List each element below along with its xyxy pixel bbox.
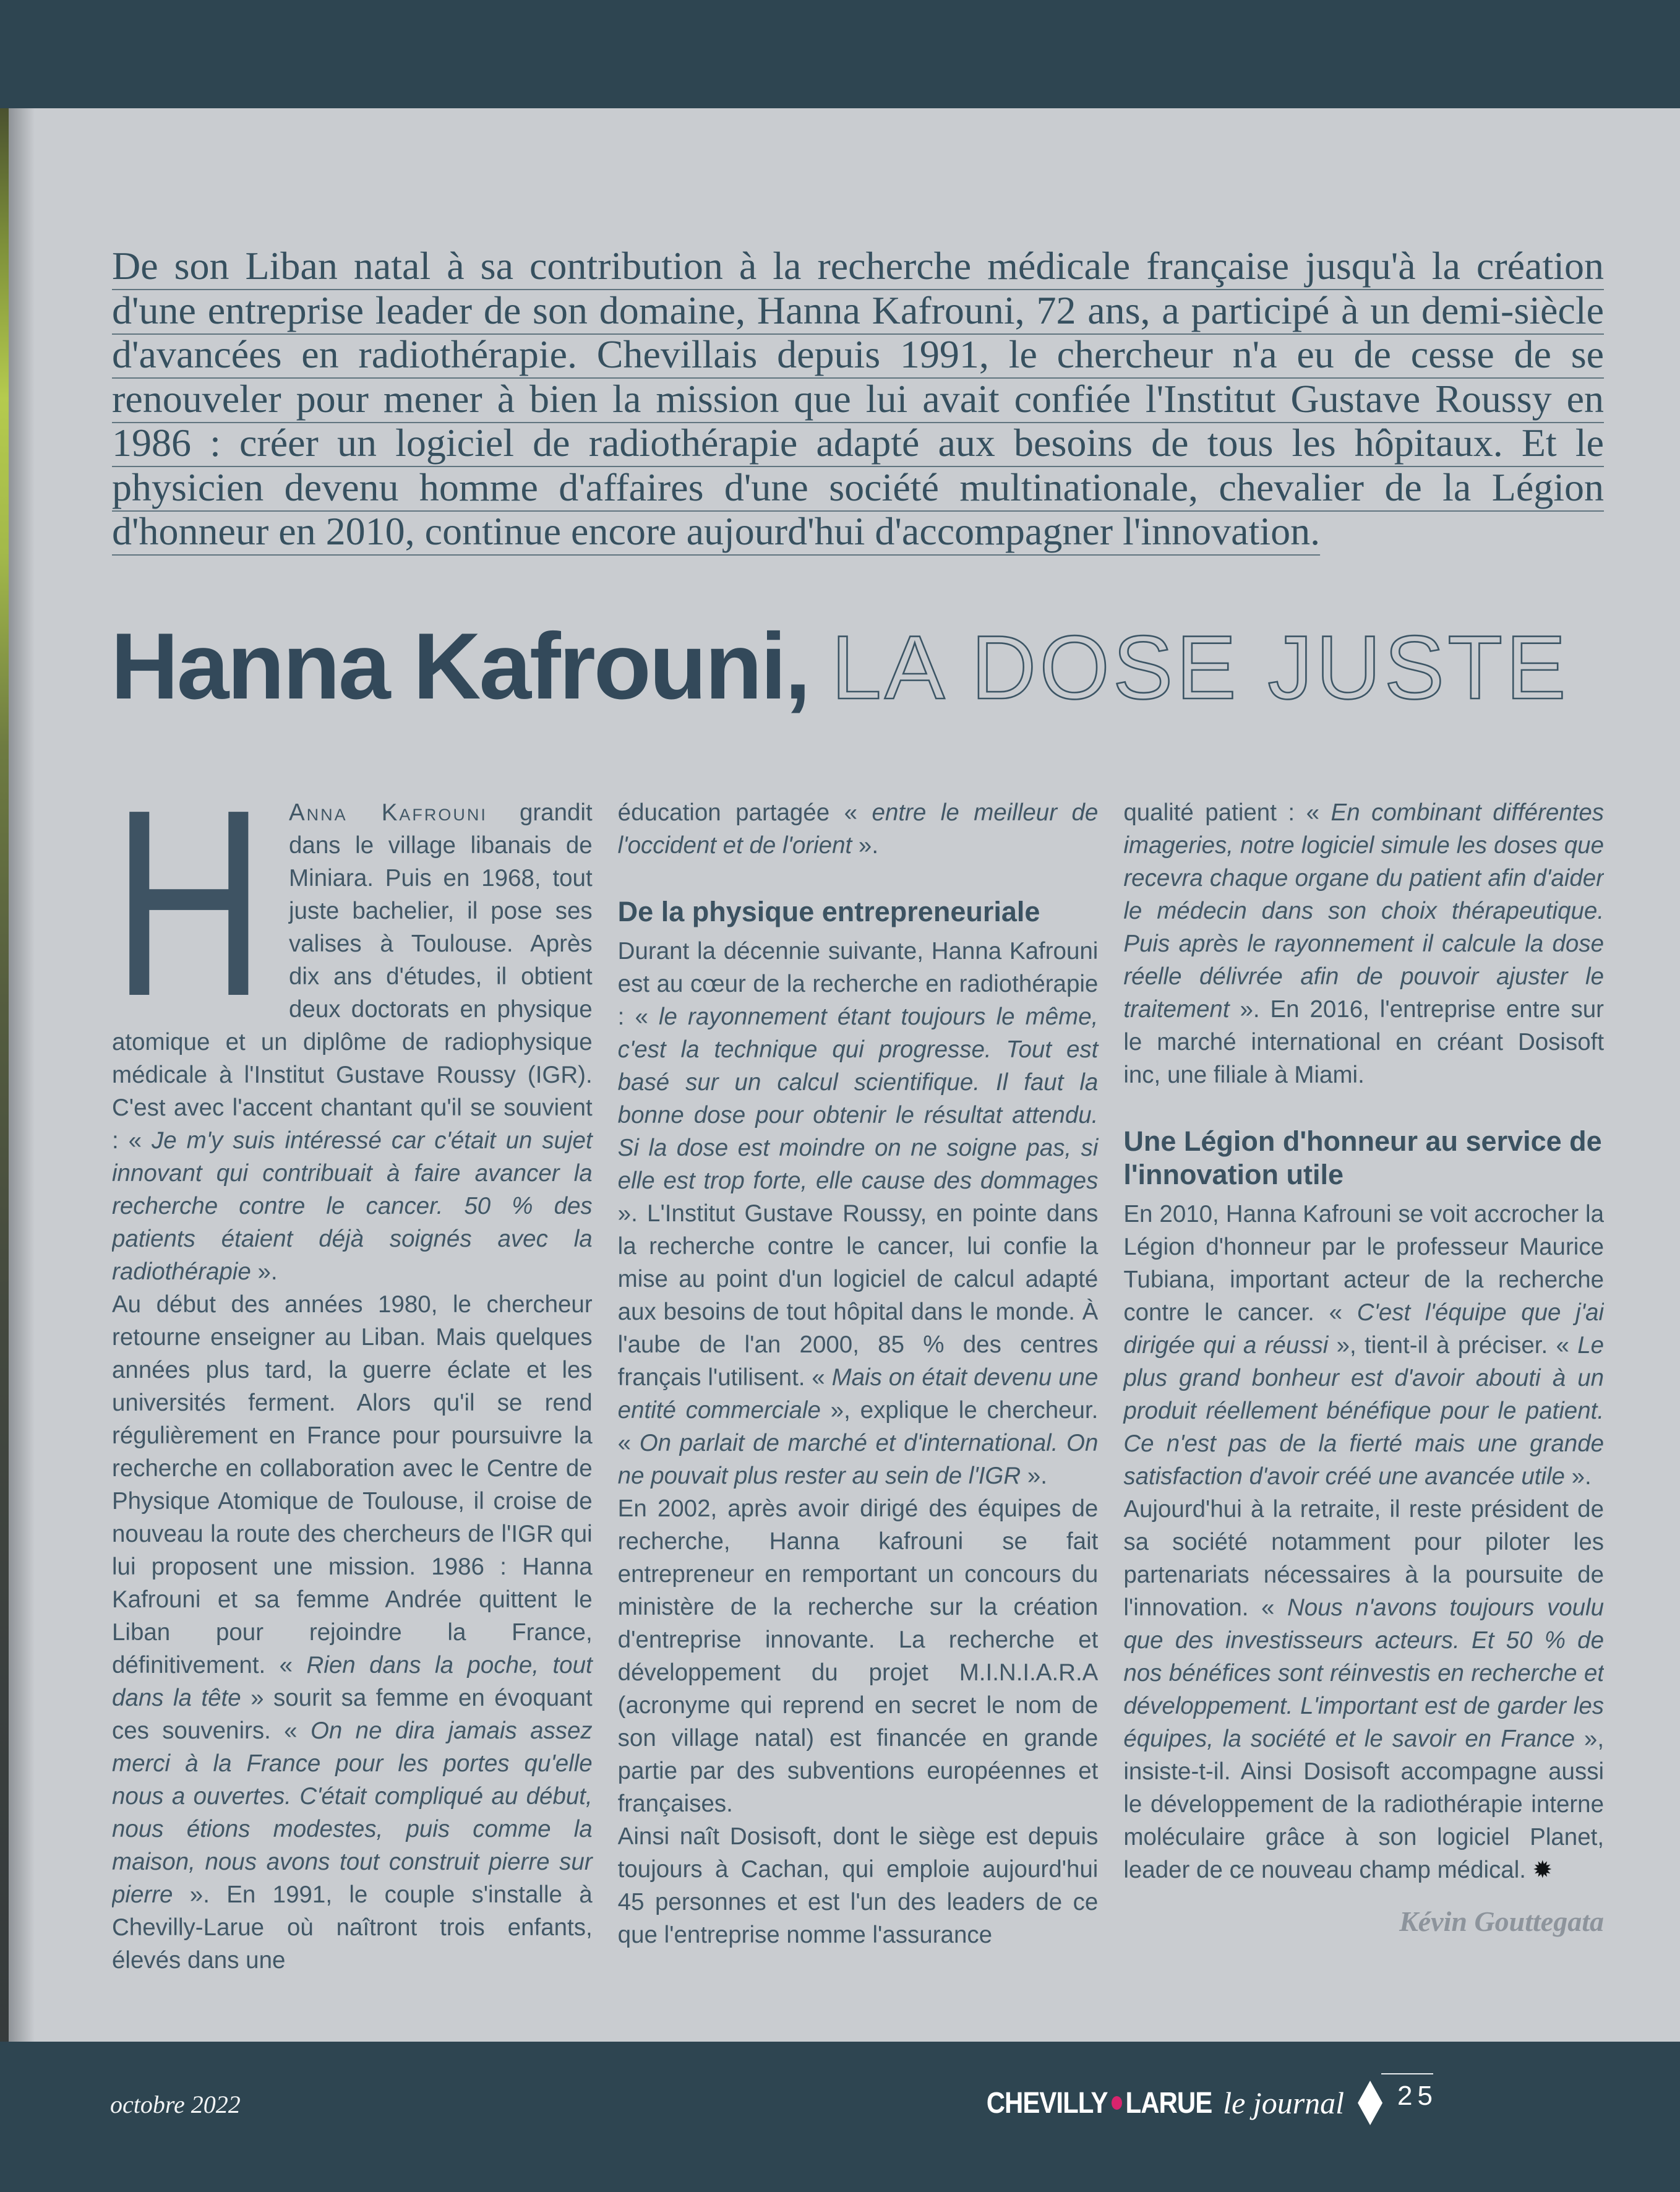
diamond-icon [1358, 2081, 1382, 2125]
text-run: ». En 2016, l'entreprise entre sur le marché international en créant Dosisoft inc, une filiale à Miami. [1123, 996, 1604, 1088]
text-run: ». En 1991, le couple s'installe à Chevilly-Larue où naîtront trois enfants, élevés dans une [112, 1881, 593, 1974]
journal-logo-chevilly: CHEVILLY [986, 2086, 1108, 2120]
text-run: Anna Kafrouni [289, 799, 487, 826]
page-number: 25 [1397, 2081, 1438, 2111]
text-run: », explique le chercheur. « [617, 1397, 1099, 1456]
lead-paragraph [112, 796, 593, 1288]
journal-logo-le-journal: le journal [1223, 2086, 1345, 2120]
text-run: Rien dans la poche, tout dans la tête [112, 1652, 593, 1711]
byline: Kévin Gouttegata [1399, 1906, 1604, 1937]
section-heading: De la physique entrepreneuriale [617, 896, 1040, 927]
text-run: On ne dira jamais assez merci à la France pour les portes qu'elle nous a ouvertes. C'était compliqué au début, nous étions modestes, puis comme la maison, nous avons tout construit pierre sur pierre [112, 1717, 593, 1908]
brand-dot-icon [1112, 2096, 1122, 2110]
intro-paragraph: De son Liban natal à sa contribution à la recherche médicale française jusqu'à la création d'une entreprise leader de son domaine, Hanna Kafrouni, 72 ans, a participé à un demi-siècle d'avancées en radiothérapie. Chevillais depuis 1991, le chercheur n'a eu de cesse de se renouveler pour mener à bien la mission que lui avait confiée l'Institut Gustave Roussy en 1986 : créer un logiciel de radiothérapie adapté aux besoins de tous les hôpitaux. Et le physicien devenu homme d'affaires d'une société multinationale, chevalier de la Légion d'honneur en 2010, continue encore aujourd'hui d'accompagner l'innovation. [112, 244, 1604, 553]
text-run: Ainsi naît Dosisoft, dont le siège est depuis toujours à Cachan, qui emploie aujourd'hui 45 personnes et est l'un des leaders de ce que l'entreprise nomme l'assurance [617, 1823, 1099, 1948]
article-columns [112, 796, 1604, 2027]
body-paragraph [1123, 796, 1604, 1091]
page-edge-strip [0, 108, 9, 2042]
text-run: En 2010, Hanna Kafrouni se voit accrocher la Légion d'honneur par le professeur Maurice Tubiana, important acteur de la recherche contre le cancer. « [1123, 1201, 1604, 1326]
article-title-subtitle: LA DOSE JUSTE [831, 617, 1569, 718]
body-paragraph [618, 1492, 1099, 1820]
page-edge-shadow [9, 108, 35, 2042]
text-run: En 2002, après avoir dirigé des équipes de recherche, Hanna kafrouni se fait entrepreneur en remportant un concours du ministère de la recherche sur la création d'entreprise innovante. La recherche et développement du projet M.I.N.I.A.R.A (acronyme qui reprend en secret le nom de son village natal) est financée en grande partie par des subventions européennes et françaises. [617, 1495, 1099, 1817]
page-number-group [1381, 2081, 1438, 2112]
text-run: Nous n'avons toujours voulu que des investisseurs acteurs. Et 50 % de nos bénéfices sont réinvestis en recherche et développement. L'important est de garder les équipes, la société et le savoir en France [1123, 1594, 1604, 1752]
journal-logo [987, 2085, 1344, 2121]
text-run: le rayonnement étant toujours le même, c'est la technique qui progresse. Tout est basé sur un calcul scientifique. Il faut la bonne dose pour obtenir le résultat attendu. Si la dose est moindre on ne soigne pas, si elle est trop forte, elle cause des dommages [617, 1004, 1099, 1194]
text-run: ». [1564, 1463, 1592, 1490]
footer-rule [1381, 2073, 1433, 2074]
article-column [112, 796, 593, 2027]
body-paragraph [618, 1820, 1099, 1951]
text-run: » sourit sa femme en évoquant ces souvenirs. « [112, 1685, 593, 1744]
text-run: ». L'Institut Gustave Roussy, en pointe dans la recherche contre le cancer, lui confie la mise au point d'un logiciel de calcul adapté aux besoins de tout hôpital dans le monde. À l'aube de l'an 2000, 85 % des centres français l'utilisent. « [617, 1200, 1099, 1391]
body-paragraph [618, 935, 1099, 1492]
text-run: Le plus grand bonheur est d'avoir abouti à un produit réellement bénéfique pour le patient. Ce n'est pas de la fierté mais une grande satisfaction d'avoir créé une avancée utile [1123, 1332, 1604, 1490]
top-band [0, 0, 1680, 108]
body-paragraph [1123, 1493, 1604, 1886]
text-run: éducation partagée « [617, 799, 872, 826]
text-run: grandit dans le village libanais de Miniara. Puis en 1968, tout juste bachelier, il pose ses valises à Toulouse. Après dix ans d'études, il obtient deux doctorats en physique atomique et un diplôme de radiophysique médicale à l'Institut Gustave Roussy (IGR). C'est avec l'accent chantant qu'il se souvient : « [112, 799, 593, 1154]
text-run: Je m'y suis intéressé car c'était un sujet innovant qui contribuait à faire avancer la recherche contre le cancer. 50 % des patients étaient déjà soignés avec la radiothérapie [112, 1127, 593, 1285]
article-title-name: Hanna Kafrouni, [111, 614, 809, 719]
issue-date: octobre 2022 [110, 2091, 241, 2118]
body-paragraph [112, 1288, 593, 1977]
footer-logo-group [987, 2081, 1438, 2125]
text-run: C'est l'équipe que j'ai dirigée qui a réussi [1123, 1299, 1604, 1359]
text-run: En combinant différentes imageries, notre logiciel simule les doses que recevra chaque organe du patient afin d'aider le médecin dans son choix thérapeutique. Puis après le rayonnement il calcule la dose réelle délivrée afin de pouvoir ajuster le traitement [1123, 799, 1604, 1023]
end-of-article-star: ✹ [1532, 1857, 1553, 1883]
text-run: Mais on était devenu une entité commerciale [617, 1364, 1099, 1424]
body-paragraph [1123, 1198, 1604, 1493]
journal-logo-larue: LARUE [1125, 2086, 1212, 2120]
text-run: Durant la décennie suivante, Hanna Kafrouni est au cœur de la recherche en radiothérapie : « [617, 938, 1099, 1030]
text-run: On parlait de marché et d'international. On ne pouvait plus rester au sein de l'IGR [617, 1430, 1099, 1489]
section-heading: Une Légion d'honneur au service de l'innovation utile [1123, 1125, 1602, 1190]
text-run: Aujourd'hui à la retraite, il reste président de sa société notamment pour piloter les partenariats nécessaires à la poursuite de l'innovation. « [1123, 1496, 1604, 1621]
text-run: entre le meilleur de l'occident et de l'orient [617, 799, 1099, 859]
dropcap-letter: H [112, 796, 266, 1052]
body-paragraph [618, 796, 1099, 862]
article-title [111, 612, 1657, 721]
footer-band [0, 2042, 1680, 2192]
text-run: ». [1021, 1463, 1047, 1489]
text-run: ». [852, 832, 879, 859]
text-run: qualité patient : « [1123, 799, 1331, 826]
article-column [618, 796, 1099, 2027]
article-column [1123, 796, 1604, 2027]
text-run: », insiste-t-il. Ainsi Dosisoft accompagne aussi le développement de la radiothérapie interne moléculaire grâce à son logiciel Planet, leader de ce nouveau champ médical. [1123, 1726, 1604, 1883]
text-run: ». [251, 1258, 278, 1285]
text-run: Au début des années 1980, le chercheur retourne enseigner au Liban. Mais quelques années plus tard, la guerre éclate et les universités ferment. Alors qu'il se rend régulièrement en France pour poursuivre la recherche en collaboration avec le Centre de Physique Atomique de Toulouse, il croise de nouveau la route des chercheurs de l'IGR qui lui proposent une mission. 1986 : Hanna Kafrouni et sa femme Andrée quittent le Liban pour rejoindre la France, définitivement. « [112, 1291, 593, 1678]
text-run: », tient-il à préciser. « [1328, 1332, 1578, 1359]
